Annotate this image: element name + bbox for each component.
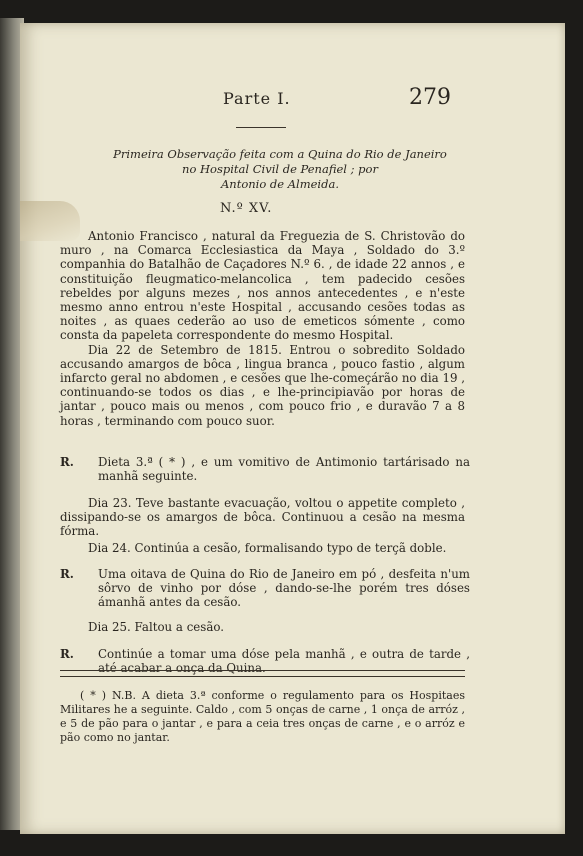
- header-rule: [236, 127, 286, 128]
- case-history: [60, 229, 465, 428]
- day-25-entry: [60, 620, 465, 634]
- title-line-3: Antonio de Almeida.: [221, 177, 339, 191]
- footnote-text: ( * ) N.B. A dieta 3.ª conforme o regulamento para os Hospitaes Militares he a seguinte. Caldo , com 5 onças de carne , 1 onça de arróz , e 5 de pão para o jantar , e para a ceia tres onças de carne , e o arróz e pão como no jantar.: [60, 689, 465, 744]
- book-page: [20, 23, 565, 834]
- recipe-symbol: R.: [60, 455, 74, 469]
- part-heading: Parte I.: [223, 89, 291, 108]
- day-23-entry: [60, 496, 465, 555]
- prescription-2: [60, 567, 470, 610]
- day-25-text: Dia 25. Faltou a cesão.: [88, 620, 225, 634]
- page-number: 279: [409, 85, 451, 110]
- paragraph-admission: Dia 22 de Setembro de 1815. Entrou o sobredito Soldado accusando amargos de bôca , lingua branca , pouco fastio , algum infarcto geral no abdomen , e cesões que lhe-começárão no dia 19 , continuando-se todos os dias , e lhe-principiavão por horas de jantar , pouco mais ou menos , com pouco frio , e duravão 7 a 8 horas , terminando com pouco suor.: [60, 342, 465, 428]
- day-24-text: Dia 24. Continúa a cesão, formalisando typo de terçã doble.: [88, 540, 447, 555]
- footnote: [60, 689, 465, 745]
- title-line-2: no Hospital Civil de Penafiel ; por: [182, 162, 378, 176]
- observation-title: [80, 147, 480, 192]
- paragraph-patient: Antonio Francisco , natural da Freguezia de S. Christovão do muro , na Comarca Ecclesiastica da Maya , Soldado do 3.º companhia do Batalhão de Caçadores N.º 6. , de idade 22 annos , e constituição fleugmatico-melancolica , tem padecido cesões rebeldes por alguns mezes , nos annos antecedentes , e n'este mesmo anno entrou n'este Hospital , accusando cesões todas as noites , as quaes cederão ao uso de emeticos sómente , como consta da papeleta correspondente do mesmo Hospital.: [60, 229, 465, 343]
- prescription-1: [60, 455, 470, 483]
- recipe-symbol: R.: [60, 647, 74, 661]
- day-23-text: Dia 23. Teve bastante evacuação, voltou o appetite completo , dissipando-se os amargos de bôca. Continuou a cesão na mesma fórma.: [60, 496, 465, 539]
- prescription-text: Continúe a tomar uma dóse pela manhã , e outra de tarde , até acabar a onça da Quina.: [98, 647, 470, 676]
- recipe-symbol: R.: [60, 567, 74, 581]
- title-line-1: Primeira Observação feita com a Quina do Rio de Janeiro: [113, 147, 447, 161]
- page-header: [20, 85, 565, 119]
- prescription-text: Dieta 3.ª ( * ) , e um vomitivo de Antimonio tartárisado na manhã seguinte.: [98, 455, 470, 484]
- observation-number: N.º XV.: [220, 201, 273, 216]
- footnote-separator: [60, 670, 465, 677]
- prescription-text: Uma oitava de Quina do Rio de Janeiro em pó , desfeita n'um sôrvo de vinho por dóse , dando-se-lhe porém tres dóses ámanhã antes da cesão.: [98, 567, 470, 610]
